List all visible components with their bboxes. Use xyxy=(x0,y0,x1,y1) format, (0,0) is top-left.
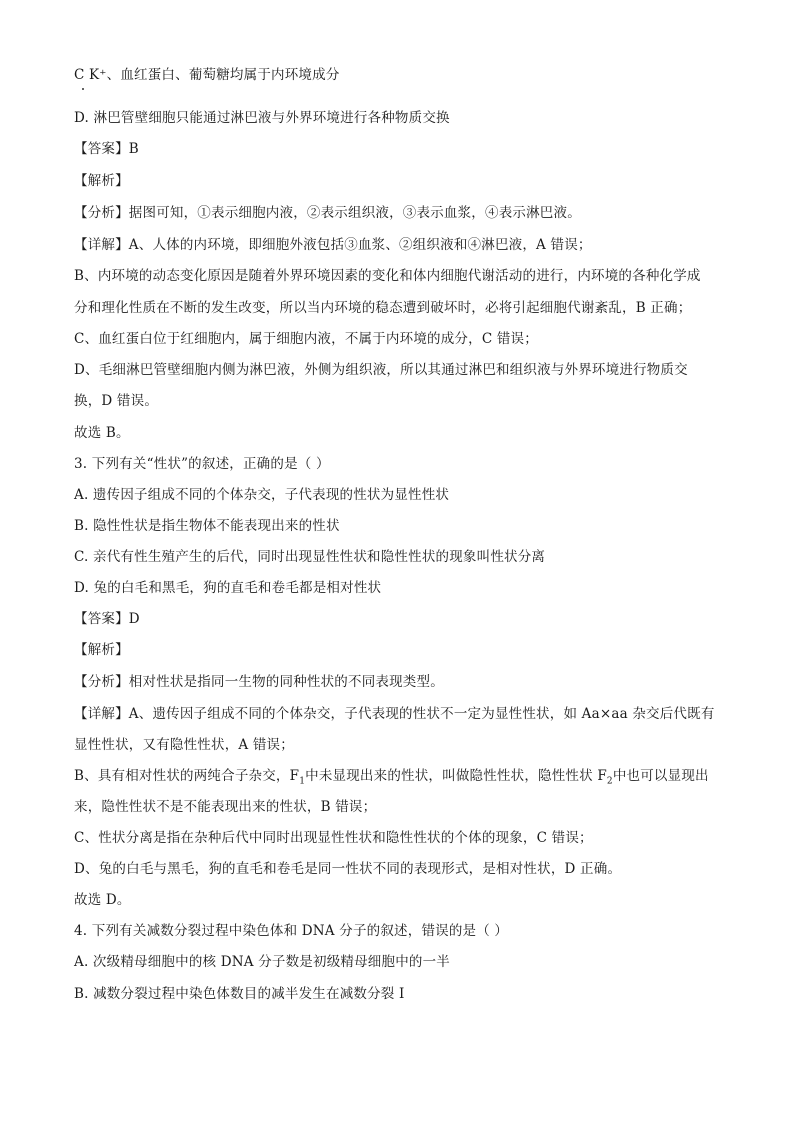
q3-jiexi-heading: 【解析】 xyxy=(74,642,129,658)
subscript-2: 2 xyxy=(606,776,613,787)
q3-detail-b-mid: 中未显现出来的性状，叫做隐性性状，隐性性状 F xyxy=(305,768,607,784)
q3-detail-b-post: 中也可以显现出 xyxy=(612,768,709,784)
q2-option-c: C K⁺、血红蛋白、葡萄糖均属于内环境成分 xyxy=(74,67,340,83)
q4-stem: 4. 下列有关减数分裂过程中染色体和 DNA 分子的叙述，错误的是（ ） xyxy=(74,923,509,939)
q3-analysis: 【分析】相对性状是指同一生物的同种性状的不同表现类型。 xyxy=(74,674,444,690)
q3-detail-d: D、兔的白毛与黑毛，狗的直毛和卷毛是同一性状不同的表现形式，是相对性状，D 正确。 xyxy=(74,861,622,877)
q3-option-c: C. 亲代有性生殖产生的后代，同时出现显性性状和隐性性状的现象叫性状分离 xyxy=(74,549,546,565)
q3-detail-a-line2: 显性性状，又有隐性性状，A 错误； xyxy=(74,737,294,753)
q4-option-a: A. 次级精母细胞中的核 DNA 分子数是初级精母细胞中的一半 xyxy=(74,954,450,970)
q3-stem: 3. 下列有关“性状”的叙述，正确的是（ ） xyxy=(74,456,330,472)
subscript-1: 1 xyxy=(299,776,306,787)
q2-jiexi-heading: 【解析】 xyxy=(74,173,129,189)
q2-answer: 【答案】B xyxy=(74,141,139,157)
q2-analysis: 【分析】据图可知，①表示细胞内液，②表示组织液，③表示血浆，④表示淋巴液。 xyxy=(74,205,581,221)
q3-detail-b-line2: 来，隐性性状不是不能表现出来的性状，B 错误； xyxy=(74,799,377,815)
q3-detail-a-line1: 【详解】A、遗传因子组成不同的个体杂交，子代表现的性状不一定为显性性状，如 Aa×aa 杂交后代既有 xyxy=(74,706,715,722)
q3-detail-b-line1 xyxy=(74,767,709,785)
q2-detail-b-line2: 分和理化性质在不断的发生改变，所以当内环境的稳态遭到破坏时，必将引起细胞代谢紊乱，B 正确； xyxy=(74,300,692,316)
q3-option-b: B. 隐性性状是指生物体不能表现出来的性状 xyxy=(74,518,340,534)
q4-option-b: B. 减数分裂过程中染色体数目的减半发生在减数分裂 I xyxy=(74,986,405,1002)
q3-conclusion: 故选 D。 xyxy=(74,892,131,908)
q3-option-a: A. 遗传因子组成不同的个体杂交，子代表现的性状为显性性状 xyxy=(74,487,450,503)
q2-detail-a: 【详解】A、人体的内环境，即细胞外液包括③血浆、②组织液和④淋巴液，A 错误； xyxy=(74,237,592,253)
q3-detail-b-pre: B、具有相对性状的两纯合子杂交，F xyxy=(74,768,300,784)
q2-detail-d-line1: D、毛细淋巴管壁细胞内侧为淋巴液，外侧为组织液，所以其通过淋巴和组织液与外界环境进行物质交 xyxy=(74,362,688,378)
q2-detail-b-line1: B、内环境的动态变化原因是随着外界环境因素的变化和体内细胞代谢活动的进行，内环境的各种化学成 xyxy=(74,268,701,284)
q2-option-d: D. 淋巴管壁细胞只能通过淋巴液与外界环境进行各种物质交换 xyxy=(74,110,450,126)
q2-conclusion: 故选 B。 xyxy=(74,425,130,441)
q3-detail-c: C、性状分离是指在杂种后代中同时出现显性性状和隐性性状的个体的现象，C 错误； xyxy=(74,830,593,846)
q3-option-d: D. 兔的白毛和黑毛，狗的直毛和卷毛都是相对性状 xyxy=(74,580,382,596)
q3-answer: 【答案】D xyxy=(74,611,140,627)
q2-detail-d-line2: 换，D 错误。 xyxy=(74,393,159,409)
stray-mark xyxy=(82,88,84,90)
q2-detail-c: C、血红蛋白位于红细胞内，属于细胞内液，不属于内环境的成分，C 错误； xyxy=(74,331,538,347)
